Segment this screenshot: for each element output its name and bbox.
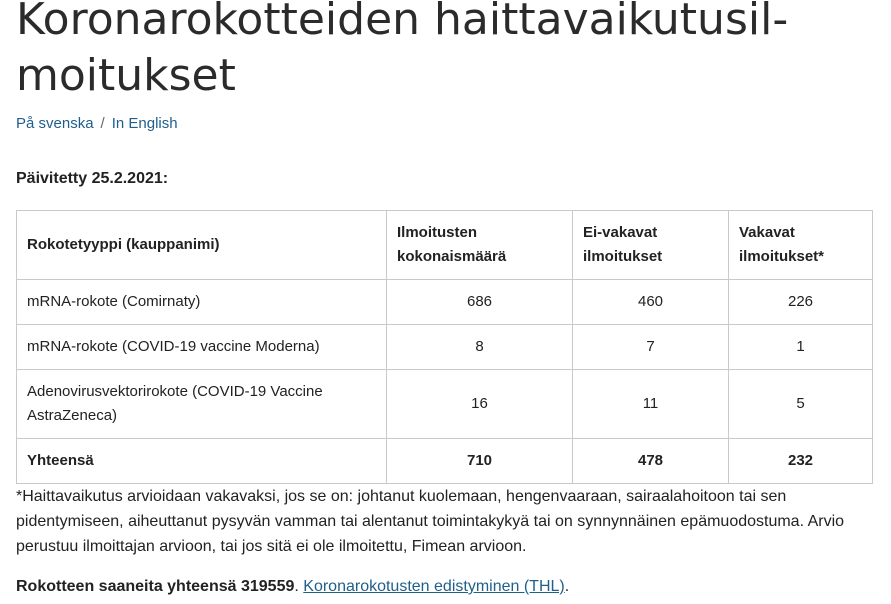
total-count: 686 bbox=[387, 280, 573, 325]
page-content bbox=[16, 0, 876, 598]
page-title bbox=[16, 0, 876, 104]
header-vaccine-type: Rokotetyyppi (kauppanimi) bbox=[17, 211, 387, 280]
summary-period: . bbox=[294, 578, 299, 595]
page-title-line1: Koronarokotteiden haittavaikutusil- bbox=[16, 0, 789, 45]
table-row bbox=[17, 325, 873, 370]
serious-count: 226 bbox=[729, 280, 873, 325]
table-header-row bbox=[17, 211, 873, 280]
link-swedish[interactable]: På svenska bbox=[16, 115, 94, 132]
totals-total: 710 bbox=[387, 439, 573, 484]
serious-definition-note bbox=[16, 484, 876, 559]
totals-serious: 232 bbox=[729, 439, 873, 484]
serious-count: 5 bbox=[729, 370, 873, 439]
table-row bbox=[17, 280, 873, 325]
total-count: 8 bbox=[387, 325, 573, 370]
updated-date: Päivitetty 25.2.2021: bbox=[16, 170, 169, 187]
vaccine-name: Adenovirusvektorirokote (COVID-19 Vaccine AstraZeneca) bbox=[17, 370, 387, 439]
header-total-reports: Ilmoitusten kokonaismäärä bbox=[387, 211, 573, 280]
link-english[interactable]: In English bbox=[111, 115, 178, 132]
vaccine-name: mRNA-rokote (COVID-19 vaccine Moderna) bbox=[17, 325, 387, 370]
page-title-line2: moitukset bbox=[16, 50, 236, 101]
vaccinated-summary bbox=[16, 576, 876, 598]
totals-nonserious: 478 bbox=[573, 439, 729, 484]
summary-end: . bbox=[564, 578, 570, 595]
language-links bbox=[16, 114, 876, 134]
vaccine-name: mRNA-rokote (Comirnaty) bbox=[17, 280, 387, 325]
table-row bbox=[17, 370, 873, 439]
adverse-effects-table bbox=[16, 210, 873, 484]
header-nonserious-reports: Ei-vakavat ilmoitukset bbox=[573, 211, 729, 280]
table-totals-row bbox=[17, 439, 873, 484]
total-count: 16 bbox=[387, 370, 573, 439]
nonserious-count: 7 bbox=[573, 325, 729, 370]
nonserious-count: 11 bbox=[573, 370, 729, 439]
serious-count: 1 bbox=[729, 325, 873, 370]
nonserious-count: 460 bbox=[573, 280, 729, 325]
totals-label: Yhteensä bbox=[17, 439, 387, 484]
header-serious-reports: Vakavat ilmoitukset* bbox=[729, 211, 873, 280]
language-separator: / bbox=[100, 115, 105, 132]
note-text: *Haittavaikutus arvioidaan vakavaksi, jos se on: johtanut kuolemaan, hengenvaaraan, sairaalahoitoon tai sen pidentymiseen, aiheuttanut pysyvän vamman tai alentanut toimintakykyä tai on synnynnäinen epämuodostuma. Arvio perustuu ilmoittajan arvioon, tai jos sitä ei ole ilmoitettu, Fimean arvioon. bbox=[16, 488, 845, 555]
link-thl-progress[interactable]: Koronarokotusten edistyminen (THL) bbox=[303, 578, 565, 595]
vaccinated-total: Rokotteen saaneita yhteensä 319559 bbox=[16, 578, 295, 595]
